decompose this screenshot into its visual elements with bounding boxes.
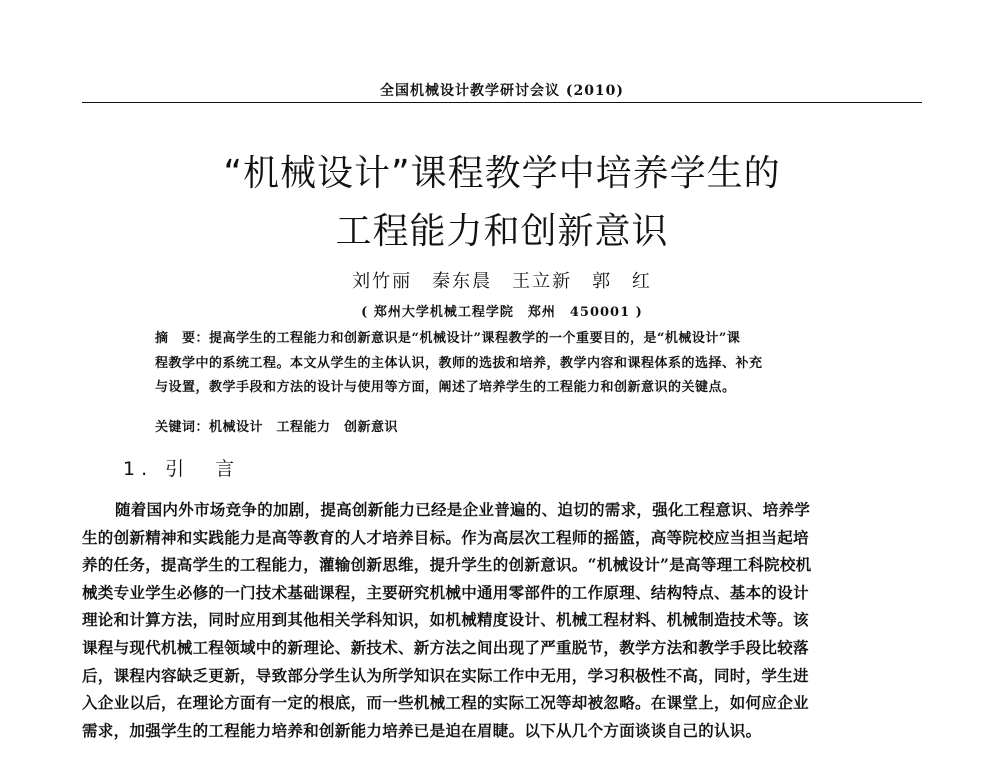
abstract-line: 摘 要：提高学生的工程能力和创新意识是“机械设计”课程教学的一个重要目的，是“机械设计”课 (155, 331, 741, 346)
body-line: 生的创新精神和实践能力是高等教育的人才培养目标。作为高层次工程师的摇篮，高等院校应当担当起培 (82, 527, 809, 547)
body-line: 需求，加强学生的工程能力培养和创新能力培养已是迫在眉睫。以下从几个方面谈谈自己的认识。 (82, 720, 762, 740)
body-line: 入企业以后，在理论方面有一定的根底，而一些机械工程的实际工况等却被忽略。在课堂上，如何应企业 (82, 693, 809, 713)
paper-title-line-2: 工程能力和创新意识 (335, 211, 669, 252)
abstract-line: 程教学中的系统工程。本文从学生的主体认识，教师的选拔和培养，教学内容和课程体系的选择、补充 (155, 355, 763, 371)
abstract (155, 327, 850, 401)
body-line: 养的任务，提高学生的工程能力，灌输创新思维，提升学生的创新意识。“机械设计”是高等理工科院校机 (82, 555, 812, 575)
body-line: 械类专业学生必修的一门技术基础课程，主要研究机械中通用零部件的工作原理、结构特点、基本的设计 (82, 582, 809, 602)
keywords: 关键词：机械设计 工程能力 创新意识 (155, 420, 399, 435)
body-paragraph (82, 496, 932, 744)
paper-title-line-1: “机械设计”课程教学中培养学生的 (223, 153, 781, 194)
section-heading: 1. 引 言 (123, 458, 241, 480)
running-header: 全国机械设计教学研讨会议 (2010) (379, 83, 625, 99)
body-line: 后，课程内容缺乏更新，导致部分学生认为所学知识在实际工作中无用，学习积极性不高，同时，学生进 (82, 665, 809, 685)
body-line: 随着国内外市场竞争的加剧，提高创新能力已经是企业普遍的、迫切的需求，强化工程意识、培养学 (115, 500, 811, 519)
affiliation: ( 郑州大学机械工程学院 郑州 450001 ) (361, 305, 643, 320)
body-line: 课程与现代机械工程领域中的新理论、新技术、新方法之间出现了严重脱节，教学方法和教学手段比较落 (82, 637, 809, 657)
body-line: 理论和计算方法，同时应用到其他相关学科知识，如机械精度设计、机械工程材料、机械制造技术等。该 (82, 610, 809, 630)
header-rule (82, 102, 922, 103)
abstract-line: 与设置，教学手段和方法的设计与使用等方面，阐述了培养学生的工程能力和创新意识的关键点。 (155, 380, 736, 395)
authors: 刘竹丽 秦东晨 王立新 郭 红 (352, 271, 652, 292)
